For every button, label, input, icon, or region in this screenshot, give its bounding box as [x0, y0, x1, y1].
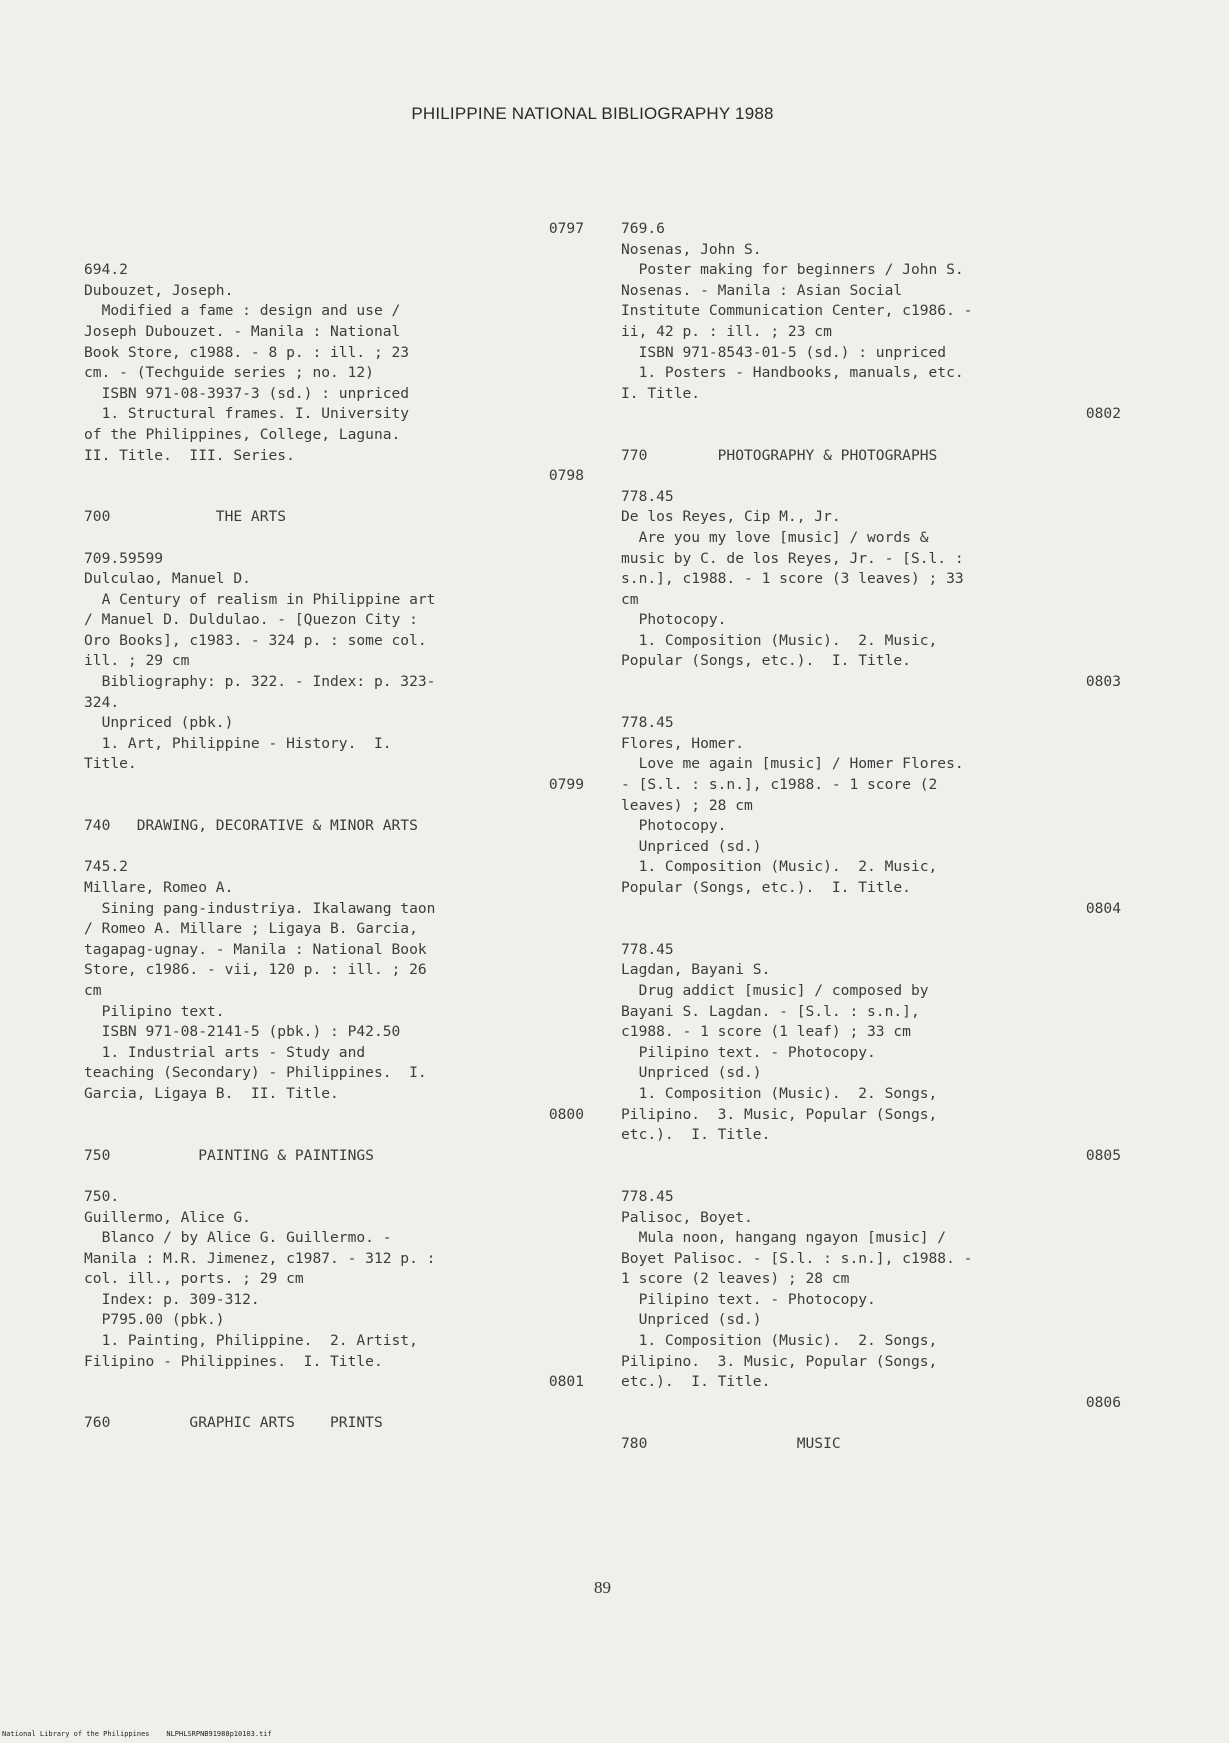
text-line: ISBN 971-8543-01-5 (sd.) : unpriced: [621, 343, 947, 361]
text-line: 1. Structural frames. I. University: [84, 405, 410, 423]
text-line: ISBN 971-08-3937-3 (sd.) : unpriced: [84, 384, 410, 402]
text-line: [621, 466, 1121, 487]
text-line: [84, 1393, 584, 1414]
text-line: 1. Industrial arts - Study and: [84, 1043, 366, 1061]
entry-number: 0797: [548, 220, 584, 237]
text-line: Modified a fame : design and use /: [84, 302, 401, 320]
text-line: Popular (Songs, etc.). I. Title.: [621, 652, 911, 670]
text-line: col. ill., ports. ; 29 cm: [84, 1270, 304, 1288]
text-line: etc.). I. Title.: [621, 1126, 771, 1144]
text-line: 324.: [84, 693, 120, 711]
text-line: [621, 1413, 1121, 1434]
text-line: P795.00 (pbk.): [84, 1311, 225, 1329]
entry-number: 0801: [548, 1373, 584, 1391]
text-line: [621, 425, 1121, 446]
text-line: leaves) ; 28 cm: [621, 796, 753, 814]
text-line: Poster making for beginners / John S.: [621, 261, 964, 279]
text-line: Sining pang-industriya. Ikalawang taon: [84, 899, 436, 917]
text-line: 700 THE ARTS: [84, 508, 287, 526]
text-line: / Manuel D. Duldulao. - [Quezon City :: [84, 611, 418, 629]
text-line: Garcia, Ligaya B. II. Title.: [84, 1084, 339, 1102]
text-line: Photocopy.: [621, 611, 727, 629]
text-line: 694.2: [84, 261, 128, 279]
text-line: A Century of realism in Philippine art: [84, 590, 436, 608]
text-line: cm. - (Techguide series ; no. 12): [84, 364, 374, 382]
text-line: Unpriced (sd.): [621, 1311, 762, 1329]
text-line: II. Title. III. Series.: [84, 446, 295, 464]
text-line: I. Title.: [621, 384, 701, 402]
text-line: 750.: [84, 1187, 120, 1205]
text-line: Dubouzet, Joseph.: [84, 281, 234, 299]
text-line: 1. Art, Philippine - History. I.: [84, 734, 392, 752]
text-line: ill. ; 29 cm: [84, 652, 190, 670]
text-line: [621, 1166, 1121, 1187]
text-line: s.n.], c1988. - 1 score (3 leaves) ; 33: [621, 570, 964, 588]
text-line: tagapag-ugnay. - Manila : National Book: [84, 940, 427, 958]
entry-number: 0800: [548, 1105, 584, 1123]
text-line: Store, c1986. - vii, 120 p. : ill. ; 26: [84, 961, 427, 979]
text-line: Pilipino text.: [84, 1002, 225, 1020]
text-line: Blanco / by Alice G. Guillermo. -: [84, 1229, 392, 1247]
text-line: Oro Books], c1983. - 324 p. : some col.: [84, 631, 427, 649]
text-line: teaching (Secondary) - Philippines. I.: [84, 1064, 427, 1082]
text-line: Title.: [84, 755, 137, 773]
text-line: ii, 42 p. : ill. ; 23 cm: [621, 322, 832, 340]
text-line: Pilipino. 3. Music, Popular (Songs,: [621, 1105, 938, 1123]
text-line: 1. Composition (Music). 2. Songs,: [621, 1084, 938, 1102]
text-line: Manila : M.R. Jimenez, c1987. - 312 p. :: [84, 1249, 436, 1267]
right-column: [621, 219, 1121, 1455]
text-line: [84, 1125, 584, 1146]
text-line: 745.2: [84, 858, 128, 876]
text-line: of the Philippines, College, Laguna.: [84, 425, 401, 443]
entry-number: 0803: [1085, 673, 1121, 691]
text-line: 780 MUSIC: [621, 1435, 841, 1453]
left-column: [84, 219, 584, 1434]
text-line: [84, 240, 584, 261]
text-line: [621, 693, 1121, 714]
text-line: 1. Composition (Music). 2. Songs,: [621, 1332, 938, 1350]
text-line: 769.6: [621, 220, 665, 237]
text-line: 1. Composition (Music). 2. Music,: [621, 858, 938, 876]
text-line: Palisoc, Boyet.: [621, 1208, 753, 1226]
text-line: Flores, Homer.: [621, 734, 745, 752]
text-line: Photocopy.: [621, 817, 727, 835]
text-line: Nosenas, John S.: [621, 240, 762, 258]
text-line: Pilipino. 3. Music, Popular (Songs,: [621, 1352, 938, 1370]
text-line: Millare, Romeo A.: [84, 879, 234, 896]
text-line: [84, 487, 584, 508]
text-line: Dulculao, Manuel D.: [84, 570, 251, 588]
text-line: Bibliography: p. 322. - Index: p. 323-: [84, 673, 436, 691]
text-line: Filipino - Philippines. I. Title.: [84, 1352, 383, 1370]
text-line: Joseph Dubouzet. - Manila : National: [84, 322, 401, 340]
text-line: Nosenas. - Manila : Asian Social: [621, 281, 903, 299]
text-line: 778.45: [621, 487, 674, 505]
page-number: 89: [594, 1578, 611, 1597]
text-line: 1. Posters - Handbooks, manuals, etc.: [621, 364, 964, 382]
text-line: c1988. - 1 score (1 leaf) ; 33 cm: [621, 1023, 911, 1041]
text-line: Bayani S. Lagdan. - [S.l. : s.n.],: [621, 1002, 920, 1020]
text-line: / Romeo A. Millare ; Ligaya B. Garcia,: [84, 920, 418, 938]
text-line: Lagdan, Bayani S.: [621, 961, 771, 979]
text-line: 760 GRAPHIC ARTS PRINTS: [84, 1414, 383, 1432]
text-line: [84, 528, 584, 549]
text-line: Index: p. 309-312.: [84, 1290, 260, 1308]
text-line: Popular (Songs, etc.). I. Title.: [621, 879, 911, 896]
text-line: 740 DRAWING, DECORATIVE & MINOR ARTS: [84, 817, 418, 835]
text-line: 1 score (2 leaves) ; 28 cm: [621, 1270, 850, 1288]
text-line: 770 PHOTOGRAPHY & PHOTOGRAPHS: [621, 446, 938, 464]
text-line: 750 PAINTING & PAINTINGS: [84, 1146, 374, 1164]
entry-number: 0805: [1085, 1146, 1121, 1164]
entry-number: 0806: [1085, 1393, 1121, 1411]
text-line: [621, 919, 1121, 940]
text-line: Guillermo, Alice G.: [84, 1208, 251, 1226]
page-header-title: PHILIPPINE NATIONAL BIBLIOGRAPHY 1988: [411, 104, 774, 123]
text-line: Mula noon, hangang ngayon [music] /: [621, 1229, 947, 1247]
text-line: 778.45: [621, 940, 674, 958]
text-line: ISBN 971-08-2141-5 (pbk.) : P42.50: [84, 1023, 401, 1041]
text-line: [84, 796, 584, 817]
text-line: music by C. de los Reyes, Jr. - [S.l. :: [621, 549, 964, 567]
text-line: Drug addict [music] / composed by: [621, 981, 929, 999]
text-line: cm: [621, 590, 639, 608]
text-line: De los Reyes, Cip M., Jr.: [621, 508, 841, 526]
text-line: Are you my love [music] / words &: [621, 528, 929, 546]
text-line: 1. Composition (Music). 2. Music,: [621, 631, 938, 649]
text-line: 1. Painting, Philippine. 2. Artist,: [84, 1332, 418, 1350]
text-line: Book Store, c1988. - 8 p. : ill. ; 23: [84, 343, 410, 361]
entry-number: 0804: [1085, 899, 1121, 917]
entry-number: 0799: [548, 776, 584, 794]
text-line: Pilipino text. - Photocopy.: [621, 1043, 876, 1061]
entry-number: 0798: [548, 467, 584, 485]
text-line: 778.45: [621, 1187, 674, 1205]
text-line: [84, 1166, 584, 1187]
text-line: Institute Communication Center, c1986. -: [621, 302, 973, 320]
text-line: [84, 837, 584, 858]
text-line: Love me again [music] / Homer Flores.: [621, 755, 964, 773]
scan-footer: National Library of the Philippines NLPHLSRPNB91988p10103.tif: [2, 1730, 272, 1738]
text-line: Pilipino text. - Photocopy.: [621, 1290, 876, 1308]
text-line: 778.45: [621, 714, 674, 732]
text-line: Unpriced (sd.): [621, 837, 762, 855]
entry-number: 0802: [1085, 405, 1121, 423]
text-line: cm: [84, 981, 102, 999]
text-line: Unpriced (sd.): [621, 1064, 762, 1082]
text-line: - [S.l. : s.n.], c1988. - 1 score (2: [621, 776, 938, 794]
text-line: 709.59599: [84, 549, 164, 567]
text-line: Boyet Palisoc. - [S.l. : s.n.], c1988. -: [621, 1249, 973, 1267]
text-line: Unpriced (pbk.): [84, 714, 234, 732]
text-line: etc.). I. Title.: [621, 1373, 771, 1391]
